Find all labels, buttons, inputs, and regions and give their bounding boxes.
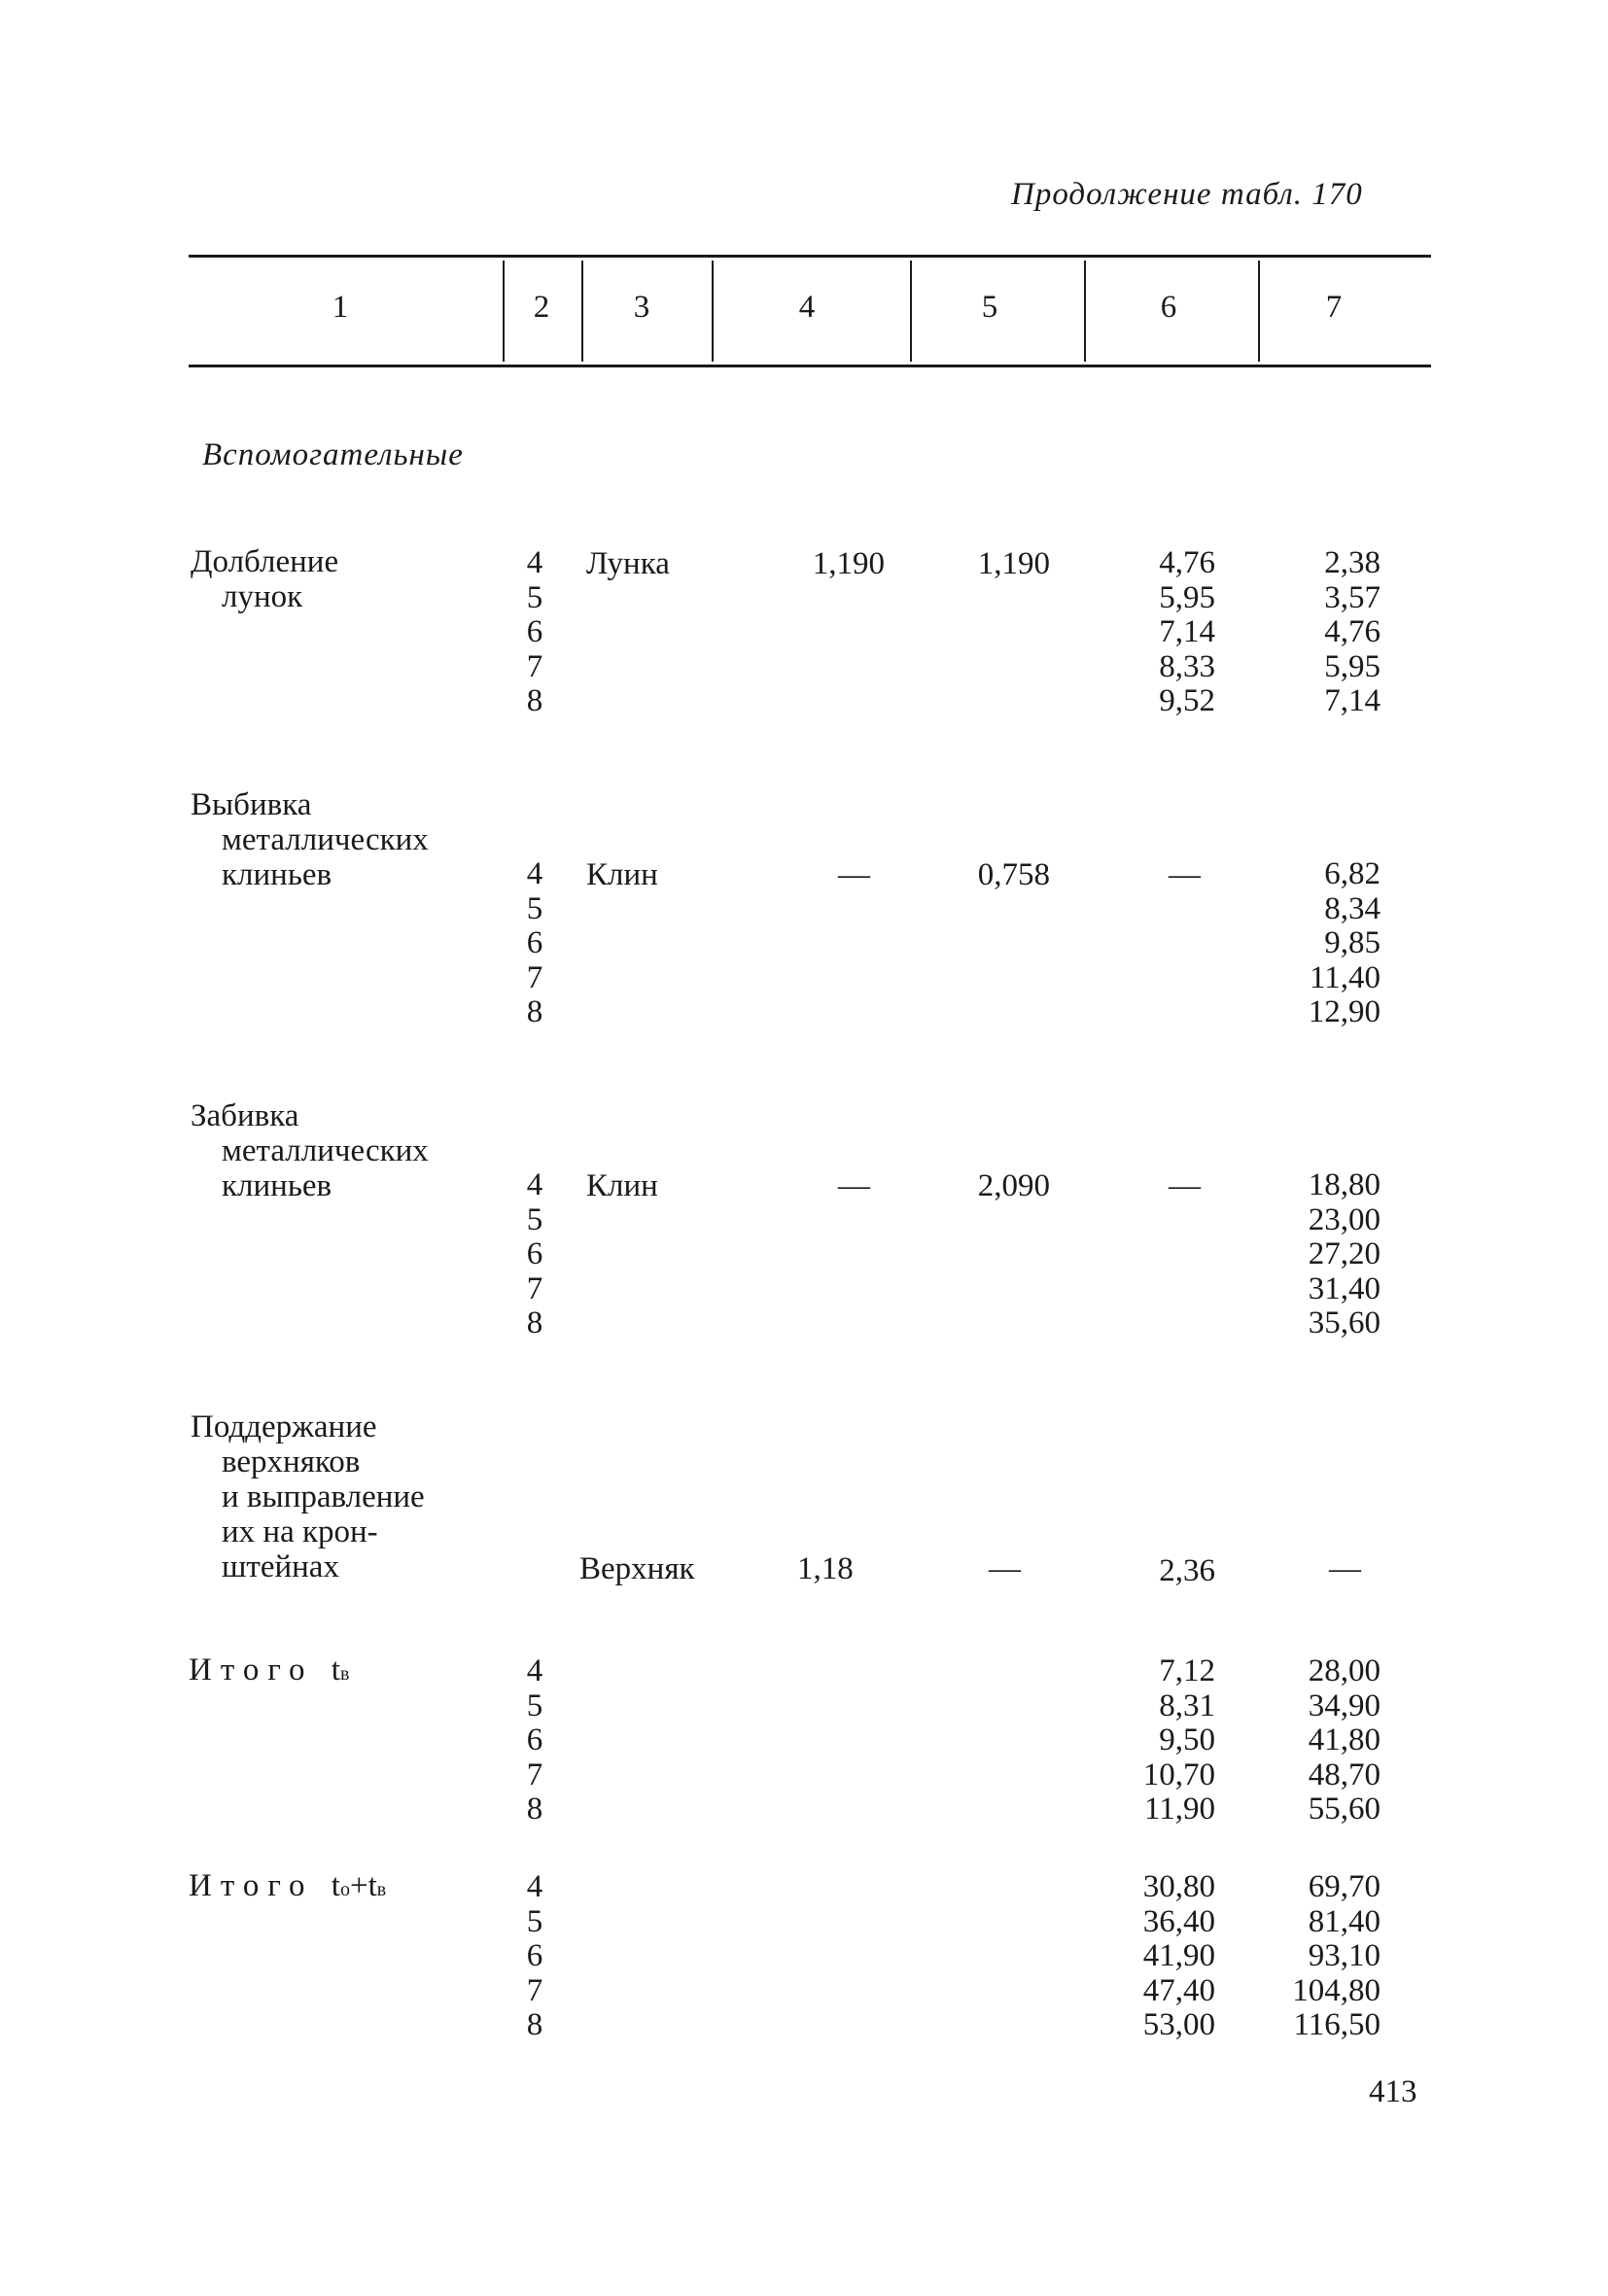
total-plus-sign: + <box>349 1868 368 1903</box>
row-col7-values <box>1235 1168 1381 1341</box>
row-name-line: верхняков <box>222 1444 361 1479</box>
row-shift-numbers <box>515 1168 554 1341</box>
section-heading: Вспомогательные <box>202 437 464 472</box>
cell: 8,34 <box>1324 890 1381 926</box>
cell: 41,80 <box>1308 1722 1381 1757</box>
row-shift-numbers <box>515 857 554 1030</box>
cell: 27,20 <box>1308 1236 1381 1271</box>
cell: 47,40 <box>1142 1972 1215 2008</box>
row-col5: 0,758 <box>977 857 1050 892</box>
cell: 53,00 <box>1142 2007 1215 2042</box>
cell: 7 <box>526 959 543 995</box>
cell: 5,95 <box>1159 579 1215 615</box>
cell: 8 <box>526 1305 543 1340</box>
total-label-text: Итого <box>189 1652 314 1687</box>
row-name <box>191 787 429 892</box>
row-name-line: лунок <box>222 579 303 614</box>
cell: 5,95 <box>1324 648 1381 684</box>
cell: 81,40 <box>1308 1903 1381 1939</box>
cell: 6 <box>526 925 543 960</box>
column-header-4: 4 <box>798 290 816 325</box>
total-symbol: t <box>367 1868 377 1903</box>
total-symbol-subscript: в <box>339 1663 350 1685</box>
total-col7-values <box>1235 1654 1381 1827</box>
row-name-line: металлических <box>222 1133 429 1168</box>
cell: 48,70 <box>1308 1757 1381 1792</box>
cell: 41,90 <box>1142 1938 1215 1973</box>
row-col6: 2,36 <box>1159 1553 1215 1588</box>
row-col4: 1,190 <box>812 546 885 581</box>
cell: 35,60 <box>1308 1305 1381 1340</box>
cell: 9,52 <box>1159 683 1215 718</box>
table-header-bottom-rule <box>189 365 1431 367</box>
row-col6: — <box>1169 1168 1201 1203</box>
cell: 12,90 <box>1308 994 1381 1029</box>
row-col6: — <box>1169 857 1201 892</box>
cell: 34,90 <box>1308 1687 1381 1723</box>
cell: 4 <box>526 1167 543 1202</box>
row-name-line: Долбление <box>191 544 339 579</box>
cell: 7,14 <box>1324 683 1381 718</box>
cell: 6 <box>526 614 543 649</box>
total-col7-values <box>1235 1870 1381 2043</box>
table-continuation-title: Продолжение табл. 170 <box>1011 177 1363 212</box>
row-col4: — <box>838 857 870 892</box>
cell: 8,33 <box>1159 648 1215 684</box>
cell: 93,10 <box>1308 1938 1381 1973</box>
cell: 36,40 <box>1142 1903 1215 1939</box>
page-number: 413 <box>1369 2074 1417 2109</box>
cell: 5 <box>526 579 543 615</box>
column-divider <box>712 261 714 362</box>
cell: 4,76 <box>1324 614 1381 649</box>
row-unit: Верхняк <box>579 1551 695 1586</box>
cell: 10,70 <box>1142 1757 1215 1792</box>
row-col6-values <box>1079 546 1215 719</box>
row-name-line: Поддержание <box>191 1409 377 1444</box>
total-col6-values <box>1079 1654 1215 1827</box>
row-col5: — <box>989 1551 1021 1586</box>
row-name <box>191 1409 425 1584</box>
row-name-line: Выбивка <box>191 787 312 822</box>
row-col5: 2,090 <box>977 1168 1050 1203</box>
cell: 31,40 <box>1308 1270 1381 1306</box>
row-name <box>191 544 338 614</box>
cell: 8 <box>526 1792 543 1826</box>
row-col7-values <box>1235 857 1381 1030</box>
cell: 6 <box>526 1722 543 1757</box>
cell: 7 <box>526 1972 543 2008</box>
cell: 116,50 <box>1293 2007 1381 2042</box>
row-col7: — <box>1329 1551 1361 1586</box>
cell: 9,50 <box>1159 1722 1215 1757</box>
total-shift-numbers <box>515 1654 554 1827</box>
cell: 5 <box>526 1687 543 1723</box>
cell: 55,60 <box>1308 1792 1381 1826</box>
column-header-2: 2 <box>533 290 550 325</box>
cell: 30,80 <box>1142 1869 1215 1904</box>
cell: 7,12 <box>1159 1653 1215 1688</box>
column-header-1: 1 <box>332 290 349 325</box>
cell: 7,14 <box>1159 614 1215 649</box>
cell: 6 <box>526 1938 543 1973</box>
row-col4: 1,18 <box>797 1551 854 1586</box>
column-divider <box>1084 261 1086 362</box>
cell: 5 <box>526 890 543 926</box>
cell: 28,00 <box>1308 1653 1381 1688</box>
row-col7-values <box>1235 546 1381 719</box>
column-divider <box>910 261 912 362</box>
row-col5: 1,190 <box>977 546 1050 581</box>
row-unit: Клин <box>586 857 658 892</box>
cell: 69,70 <box>1308 1869 1381 1904</box>
cell: 8 <box>526 994 543 1029</box>
cell: 4 <box>526 1869 543 1904</box>
cell: 4 <box>526 1653 543 1688</box>
cell: 4 <box>526 856 543 891</box>
cell: 7 <box>526 1270 543 1306</box>
cell: 4 <box>526 545 543 580</box>
total-symbol: t <box>331 1868 340 1903</box>
row-name-line: их на крон- <box>222 1514 378 1549</box>
row-name-line: и выправление <box>222 1479 425 1514</box>
row-name-line: клиньев <box>222 1168 332 1203</box>
total-label-text: Итого <box>189 1868 314 1903</box>
total-symbol: t <box>331 1652 340 1687</box>
row-unit: Лунка <box>586 546 670 581</box>
cell: 2,38 <box>1324 545 1381 580</box>
column-header-3: 3 <box>633 290 650 325</box>
cell: 18,80 <box>1308 1167 1381 1202</box>
column-divider <box>581 261 583 362</box>
cell: 7 <box>526 1757 543 1792</box>
cell: 4,76 <box>1159 545 1215 580</box>
row-name-line: металлических <box>222 822 429 857</box>
cell: 11,90 <box>1143 1792 1215 1826</box>
total-label <box>189 1868 386 1907</box>
cell: 8 <box>526 683 543 718</box>
row-name-line: штейнах <box>222 1549 339 1584</box>
column-header-6: 6 <box>1160 290 1177 325</box>
cell: 23,00 <box>1308 1201 1381 1237</box>
row-name-line: Забивка <box>191 1098 299 1133</box>
total-symbol-subscript: о <box>339 1879 350 1900</box>
column-header-7: 7 <box>1325 290 1343 325</box>
table-top-rule <box>189 255 1431 258</box>
cell: 3,57 <box>1324 579 1381 615</box>
row-unit: Клин <box>586 1168 658 1203</box>
cell: 7 <box>526 648 543 684</box>
column-divider <box>503 261 505 362</box>
total-label <box>189 1652 349 1691</box>
row-name-line: клиньев <box>222 857 332 892</box>
cell: 104,80 <box>1292 1972 1381 2008</box>
column-header-5: 5 <box>981 290 998 325</box>
cell: 11,40 <box>1309 959 1381 995</box>
total-shift-numbers <box>515 1870 554 2043</box>
row-name <box>191 1098 429 1203</box>
total-symbol-subscript: в <box>376 1879 387 1900</box>
cell: 5 <box>526 1903 543 1939</box>
cell: 8,31 <box>1159 1687 1215 1723</box>
cell: 8 <box>526 2007 543 2042</box>
cell: 6,82 <box>1324 856 1381 891</box>
row-shift-numbers <box>515 546 554 719</box>
cell: 5 <box>526 1201 543 1237</box>
column-divider <box>1258 261 1260 362</box>
row-col4: — <box>838 1168 870 1203</box>
cell: 9,85 <box>1324 925 1381 960</box>
cell: 6 <box>526 1236 543 1271</box>
total-col6-values <box>1079 1870 1215 2043</box>
